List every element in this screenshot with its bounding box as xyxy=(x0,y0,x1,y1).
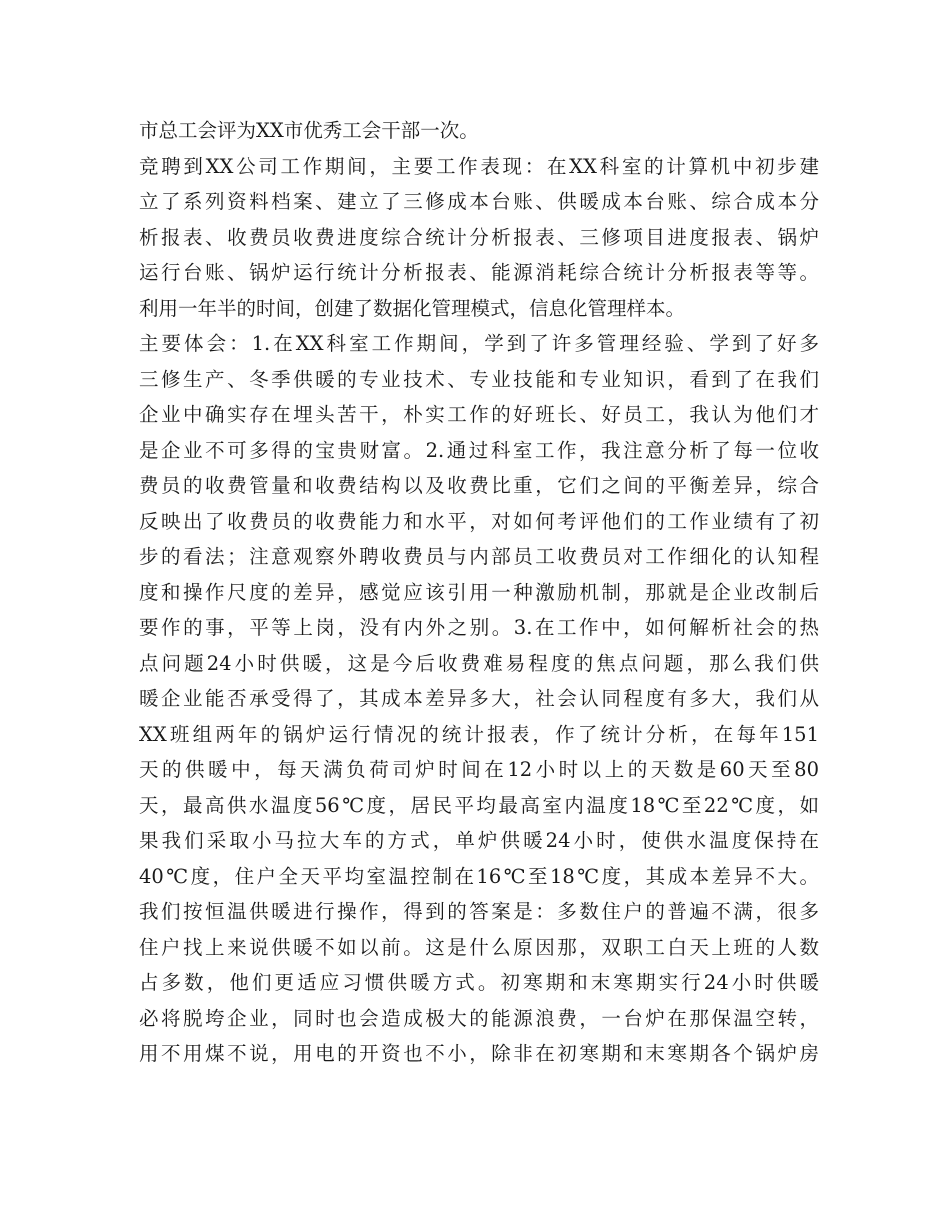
text-line: 是企业不可多得的宝贵财富。2.通过科室工作，我注意分析了每一位收 xyxy=(139,438,819,462)
text-line: 40℃度，住户全天平均室温控制在16℃至18℃度，其成本差异不大。 xyxy=(139,864,819,888)
text-line: 运行台账、锅炉运行统计分析报表、能源消耗综合统计分析报表等等。 xyxy=(139,261,819,284)
text-line: 要作的事，平等上岗，没有内外之别。3.在工作中，如何解析社会的热 xyxy=(139,616,819,639)
text-line: 必将脱垮企业，同时也会造成极大的能源浪费，一台炉在那保温空转， xyxy=(139,1006,819,1030)
text-line: 果我们采取小马拉大车的方式，单炉供暖24小时，使供水温度保持在 xyxy=(139,829,819,852)
text-line: 利用一年半的时间，创建了数据化管理模式，信息化管理样本。 xyxy=(139,296,686,320)
text-line: 步的看法；注意观察外聘收费员与内部员工收费员对工作细化的认知程 xyxy=(139,545,819,568)
text-line: XX班组两年的锅炉运行情况的统计报表，作了统计分析，在每年151 xyxy=(139,722,819,746)
text-line: 用不用煤不说，用电的开资也不小，除非在初寒期和末寒期各个锅炉房 xyxy=(139,1042,819,1065)
text-line: 度和操作尺度的差异，感觉应该引用一种激励机制，那就是企业改制后 xyxy=(139,580,819,604)
text-line: 立了系列资料档案、建立了三修成本台账、供暖成本台账、综合成本分 xyxy=(139,190,819,213)
text-line: 暖企业能否承受得了，其成本差异多大，社会认同程度有多大，我们从 xyxy=(139,687,819,710)
text-line: 天的供暖中，每天满负荷司炉时间在12小时以上的天数是60天至80 xyxy=(139,758,819,781)
text-line: 竞聘到XX公司工作期间，主要工作表现：在XX科室的计算机中初步建 xyxy=(139,154,819,178)
document-body xyxy=(139,113,819,1072)
text-line: 三修生产、冬季供暖的专业技术、专业技能和专业知识，看到了在我们 xyxy=(139,367,819,391)
text-line: 点问题24小时供暖，这是今后收费难易程度的焦点问题，那么我们供 xyxy=(139,651,819,675)
text-line: 天，最高供水温度56℃度，居民平均最高室内温度18℃至22℃度，如 xyxy=(139,793,819,817)
text-line: 企业中确实存在埋头苦干，朴实工作的好班长、好员工，我认为他们才 xyxy=(139,403,819,426)
text-line: 析报表、收费员收费进度综合统计分析报表、三修项目进度报表、锅炉 xyxy=(139,225,819,249)
text-line: 反映出了收费员的收费能力和水平，对如何考评他们的工作业绩有了初 xyxy=(139,509,819,533)
text-line: 费员的收费管量和收费结构以及收费比重，它们之间的平衡差异，综合 xyxy=(139,474,819,497)
text-line: 我们按恒温供暖进行操作，得到的答案是：多数住户的普遍不满，很多 xyxy=(139,900,819,923)
text-line: 住户找上来说供暖不如以前。这是什么原因那，双职工白天上班的人数 xyxy=(139,935,819,959)
text-line: 市总工会评为XX市优秀工会干部一次。 xyxy=(139,119,479,142)
text-line: 占多数，他们更适应习惯供暖方式。初寒期和末寒期实行24小时供暖 xyxy=(139,971,819,994)
text-line: 主要体会：1.在XX科室工作期间，学到了许多管理经验、学到了好多 xyxy=(139,332,819,355)
